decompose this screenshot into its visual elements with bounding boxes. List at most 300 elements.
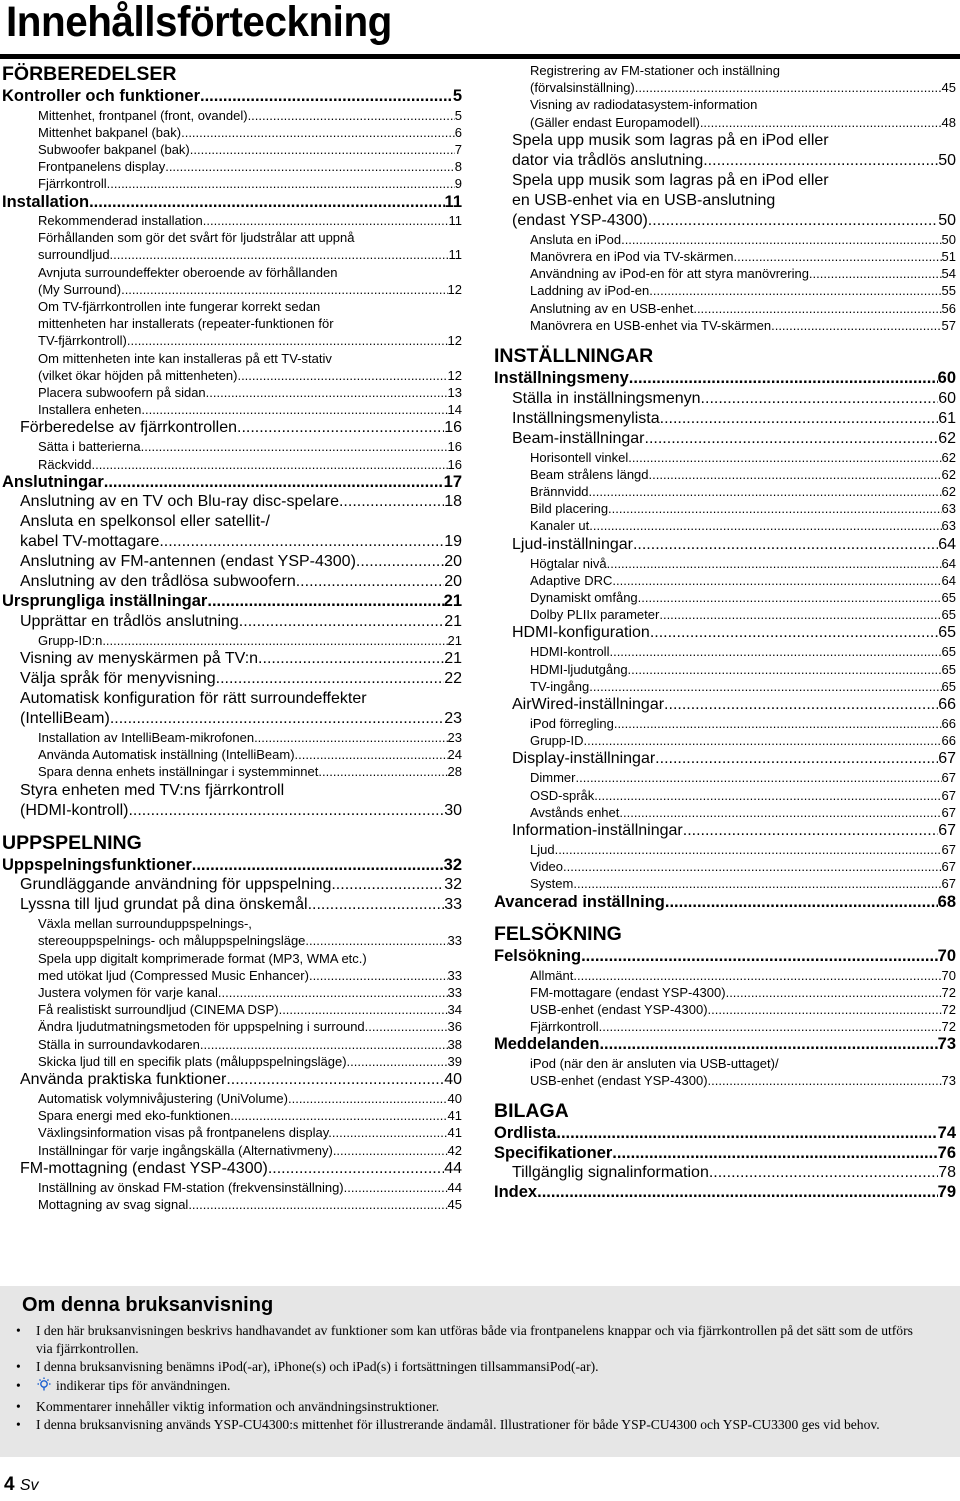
toc-entry[interactable]: [494, 1163, 956, 1183]
section-heading: BILAGA: [494, 1100, 569, 1123]
toc-page-number: 64: [941, 572, 956, 588]
toc-entry[interactable]: [494, 787, 956, 804]
toc-entry-title: surroundljud: [38, 247, 110, 263]
info-item: • I denna bruksanvisning används YSP-CU4300:s mittenhet för illustrerande ändamål. Illustrationer för både YSP-CU4300 och YSP-CU3300 ges vid behov.: [16, 1417, 880, 1433]
dot-leader: [331, 875, 444, 895]
toc-page-number: 73: [937, 1035, 956, 1054]
toc-page-number: 16: [447, 439, 462, 455]
toc-page-number: 67: [941, 770, 956, 786]
toc-entry-title: Inställningsmenylista: [512, 409, 660, 427]
dot-leader: [110, 246, 449, 263]
toc-entry-title: Grupp-ID: [530, 733, 584, 749]
toc-entry[interactable]: [2, 632, 462, 649]
dot-leader: [121, 281, 447, 298]
dot-leader: [226, 1070, 444, 1090]
dot-leader: [203, 212, 449, 229]
toc-page-number: 79: [937, 1183, 956, 1202]
toc-entry-text: iPod (när den är ansluten via USB-uttaget)/: [530, 1055, 779, 1071]
toc-entry[interactable]: [2, 669, 462, 689]
dot-leader: [660, 409, 939, 429]
toc-page-number: 7: [454, 141, 462, 157]
toc-entry[interactable]: [2, 895, 462, 915]
toc-entry-title: Kontroller och funktioner: [2, 87, 200, 105]
toc-page-number: 19: [444, 533, 462, 551]
dot-leader: [344, 1179, 448, 1196]
toc-entry-title: HDMI-ljudutgång: [530, 661, 628, 677]
toc-entry-title: Anslutning av den trådlösa subwoofern: [20, 573, 296, 591]
toc-page-number: 65: [941, 644, 956, 660]
dot-leader: [339, 492, 444, 512]
toc-entry[interactable]: [2, 350, 462, 384]
dot-leader: [200, 87, 453, 107]
toc-entry-title: Beam-inställningar: [512, 429, 645, 447]
toc-entry[interactable]: [2, 1107, 462, 1124]
toc-entry-title: Upprättar en trådlös anslutning: [20, 612, 239, 630]
toc-entry[interactable]: [494, 661, 956, 678]
toc-entry[interactable]: [494, 606, 956, 623]
toc-entry[interactable]: [494, 131, 956, 171]
toc-entry[interactable]: [2, 984, 462, 1001]
toc-page-number: 62: [938, 429, 956, 447]
dot-leader: [188, 1196, 447, 1213]
info-item: • I den här bruksanvisningen beskrivs handhavandet av funktioner som kan utföras både via frontpanelens knappar och via fjärrkontrollen på det sätt som de utförs via fjärrkontrollen.: [16, 1323, 913, 1357]
toc-entry-title: Laddning av iPod-en: [530, 283, 650, 299]
toc-page-number: 42: [447, 1142, 462, 1158]
toc-page-number: 22: [444, 670, 462, 688]
dot-leader: [141, 438, 448, 455]
toc-entry[interactable]: [494, 1124, 956, 1144]
toc-page-number: 16: [444, 419, 462, 437]
toc-entry-title: Visning av menyskärmen på TV:n: [20, 650, 259, 668]
dot-leader: [614, 715, 942, 732]
toc-entry[interactable]: [2, 875, 462, 895]
dot-leader: [127, 332, 448, 349]
toc-entry[interactable]: [2, 107, 462, 124]
dot-leader: [594, 787, 941, 804]
toc-entry[interactable]: [494, 317, 956, 334]
toc-entry[interactable]: [2, 592, 462, 612]
toc-entry[interactable]: [494, 248, 956, 265]
dot-leader: [645, 429, 939, 449]
toc-entry[interactable]: [494, 449, 956, 466]
toc-page-number: 48: [941, 114, 956, 130]
toc-entry-title: Uppspelningsfunktioner: [2, 855, 192, 874]
toc-entry-title: Sätta i batterierna: [38, 439, 141, 455]
toc-entry-title: (vilket ökar höjden på mittenheten): [38, 367, 238, 383]
toc-entry-title: Rekommenderad installation: [38, 213, 203, 229]
dot-leader: [207, 592, 443, 612]
dot-leader: [589, 483, 942, 500]
toc-entry-title: FM-mottagare (endast YSP-4300): [530, 984, 726, 1000]
toc-page-number: 50: [938, 211, 956, 229]
toc-entry[interactable]: [494, 96, 956, 130]
toc-entry[interactable]: [2, 512, 462, 552]
dot-leader: [91, 456, 447, 473]
toc-entry-title: (IntelliBeam): [20, 710, 110, 728]
dot-leader: [318, 763, 447, 780]
toc-entry-title: Subwoofer bakpanel (bak): [38, 141, 190, 157]
toc-page-number: 62: [941, 449, 956, 465]
toc-entry-title: Spara denna enhets inställningar i systemminnet: [38, 764, 319, 780]
toc-entry-title: Felsökning: [494, 947, 582, 966]
dot-leader: [102, 632, 447, 649]
toc-entry-title: Fjärrkontroll: [530, 1019, 599, 1035]
dot-leader: [248, 107, 455, 124]
toc-page-number: 57: [941, 317, 956, 333]
toc-page-number: 65: [941, 607, 956, 623]
toc-entry-title: Avstånds enhet: [530, 804, 620, 820]
dot-leader: [608, 500, 941, 517]
toc-entry-title: Ordlista: [494, 1124, 557, 1143]
toc-entry[interactable]: [494, 62, 956, 96]
toc-entry[interactable]: [2, 229, 462, 263]
toc-entry-title: Välja språk för menyvisning: [20, 670, 216, 688]
toc-entry-text: Spela upp musik som lagras på en iPod eller: [512, 131, 829, 149]
toc-entry[interactable]: [494, 389, 956, 409]
toc-page-number: 32: [443, 855, 462, 874]
dot-leader: [581, 947, 938, 967]
toc-entry[interactable]: [494, 984, 956, 1001]
toc-entry[interactable]: [2, 141, 462, 158]
dot-leader: [563, 858, 942, 875]
toc-entry[interactable]: [2, 158, 462, 175]
toc-page-number: 32: [444, 876, 462, 894]
toc-entry[interactable]: [2, 1090, 462, 1107]
toc-entry[interactable]: [494, 947, 956, 967]
toc-entry-title: stereouppspelnings- och måluppspelningsläge: [38, 933, 306, 949]
toc-entry-text: Styra enheten med TV:ns fjärrkontroll: [20, 781, 285, 799]
toc-entry[interactable]: [494, 429, 956, 449]
toc-entry[interactable]: [2, 384, 462, 401]
toc-entry[interactable]: [494, 1055, 956, 1089]
toc-entry-title: Horisontell vinkel: [530, 449, 629, 465]
toc-entry[interactable]: [2, 264, 462, 298]
toc-entry[interactable]: [494, 466, 956, 483]
toc-entry[interactable]: [494, 589, 956, 606]
toc-page-number: 70: [937, 947, 956, 966]
section-heading: FÖRBEREDELSER: [2, 63, 177, 85]
toc-entry-title: Anslutning av FM-antennen (endast YSP-4300): [20, 553, 356, 571]
toc-entry-text: en USB-enhet via en USB-anslutning: [512, 191, 776, 209]
toc-entry-title: Placera subwoofern på sidan: [38, 385, 206, 401]
toc-entry-title: Installera enheten: [38, 402, 142, 418]
toc-page-number: 50: [938, 151, 956, 169]
toc-entry[interactable]: [2, 193, 462, 213]
toc-page-number: 33: [447, 933, 462, 949]
toc-page-number: 62: [941, 466, 956, 482]
toc-entry-title: Förberedelse av fjärrkontrollen: [20, 419, 237, 437]
dot-leader: [141, 401, 447, 418]
toc-entry[interactable]: [2, 856, 462, 876]
toc-entry-title: Ställa in inställningsmenyn.: [512, 389, 705, 407]
toc-page-number: 60: [937, 369, 956, 388]
toc-entry[interactable]: [494, 500, 956, 517]
toc-entry-title: Mittenhet, frontpanel (front, ovandel): [38, 107, 248, 123]
toc-entry[interactable]: [2, 456, 462, 473]
toc-entry[interactable]: [494, 821, 956, 841]
dot-leader: [619, 804, 941, 821]
toc-entry-title: (Gäller endast Europamodell): [530, 114, 700, 130]
toc-entry-title: (endast YSP-4300): [512, 211, 648, 229]
dot-leader: [573, 967, 941, 984]
toc-entry[interactable]: [2, 1070, 462, 1090]
toc-entry-title: Bild placering: [530, 501, 609, 517]
dot-leader: [237, 367, 447, 384]
toc-entry-title: Ljud-inställningar: [512, 535, 633, 553]
dot-leader: [206, 384, 448, 401]
toc-entry[interactable]: [494, 171, 956, 231]
toc-page-number: 20: [444, 553, 462, 571]
toc-entry[interactable]: [2, 1001, 462, 1018]
toc-page-number: 45: [447, 1197, 462, 1213]
toc-entry-title: Anslutning av en TV och Blu-ray disc-spelare: [20, 493, 339, 511]
title-rule: [0, 54, 960, 59]
dot-leader: [279, 1001, 448, 1018]
toc-page-number: 13: [447, 385, 462, 401]
toc-page-number: 34: [447, 1002, 462, 1018]
info-item: • indikerar tips för användningen.: [14, 1377, 919, 1398]
toc-page-number: 12: [447, 367, 462, 383]
toc-entry-title: AirWired-inställningar: [512, 695, 665, 713]
toc-entry-text: Växla mellan surrounduppspelnings-,: [38, 916, 252, 932]
toc-entry[interactable]: [2, 781, 462, 821]
toc-entry-text: mittenheten har installerats (repeater-funktionen för: [38, 316, 334, 332]
toc-page-number: 45: [941, 80, 956, 96]
dot-leader: [709, 1163, 938, 1183]
dot-leader: [726, 984, 942, 1001]
toc-entry-title: Ljud: [530, 841, 555, 857]
page-title: Innehållsförteckning: [6, 0, 392, 46]
toc-entry-title: System: [530, 876, 574, 892]
toc-entry[interactable]: [494, 282, 956, 299]
toc-entry[interactable]: [2, 401, 462, 418]
dot-leader: [159, 532, 444, 552]
toc-entry[interactable]: [494, 749, 956, 769]
toc-entry[interactable]: [2, 689, 462, 729]
toc-entry-title: Dynamiskt omfång: [530, 589, 638, 605]
toc-entry[interactable]: [494, 715, 956, 732]
toc-entry[interactable]: [2, 552, 462, 572]
toc-entry-text: Om TV-fjärrkontrollen inte fungerar korrekt sedan: [38, 299, 321, 315]
toc-page-number: 56: [941, 300, 956, 316]
toc-entry[interactable]: [2, 492, 462, 512]
toc-page-number: 66: [941, 733, 956, 749]
toc-entry[interactable]: [494, 804, 956, 821]
toc-entry[interactable]: [494, 623, 956, 643]
dot-leader: [583, 732, 941, 749]
toc-entry[interactable]: [2, 1196, 462, 1213]
toc-entry[interactable]: [494, 678, 956, 695]
toc-entry-title: Adaptive DRC: [530, 572, 613, 588]
toc-entry-title: Avancerad inställning: [494, 892, 665, 911]
toc-page-number: 21: [444, 650, 462, 668]
toc-entry-title: Installation: [2, 192, 90, 211]
dot-leader: [190, 141, 455, 158]
dot-leader: [576, 769, 942, 786]
toc-entry[interactable]: [2, 1124, 462, 1141]
toc-entry[interactable]: [494, 300, 956, 317]
toc-entry[interactable]: [2, 729, 462, 746]
dot-leader: [181, 124, 455, 141]
dot-leader: [683, 821, 938, 841]
toc-entry[interactable]: [2, 175, 462, 192]
toc-page-number: 67: [938, 821, 956, 839]
toc-entry-title: Lyssna till ljud grundat på dina önskemål: [20, 896, 308, 914]
toc-page-number: 66: [938, 695, 956, 713]
toc-entry-title: Ursprungliga inställningar: [2, 592, 208, 611]
dot-leader: [648, 211, 938, 231]
toc-entry-title: USB-enhet (endast YSP-4300): [530, 1073, 708, 1089]
toc-entry[interactable]: [2, 1053, 462, 1070]
toc-entry[interactable]: [2, 438, 462, 455]
toc-entry[interactable]: [494, 369, 956, 389]
toc-entry[interactable]: [494, 1144, 956, 1164]
toc-page-number: 72: [941, 984, 956, 1000]
toc-entry-title: dator via trådlös anslutning: [512, 151, 704, 169]
toc-entry[interactable]: [2, 1179, 462, 1196]
toc-entry[interactable]: [494, 535, 956, 555]
toc-entry[interactable]: [2, 298, 462, 350]
toc-entry-text: Förhållanden som gör det svårt för ljudstrålar att uppnå: [38, 230, 355, 246]
dot-leader: [650, 623, 938, 643]
dot-leader: [633, 535, 938, 555]
toc-entry[interactable]: [494, 572, 956, 589]
toc-entry[interactable]: [2, 612, 462, 632]
toc-page-number: 39: [447, 1053, 462, 1069]
toc-column-right: [494, 62, 956, 1203]
toc-entry[interactable]: [494, 1001, 956, 1018]
toc-entry-title: Brännvidd: [530, 483, 589, 499]
toc-page-number: 11: [448, 247, 462, 263]
toc-entry[interactable]: [494, 265, 956, 282]
toc-page-number: 51: [941, 249, 956, 265]
toc-entry[interactable]: [494, 643, 956, 660]
toc-entry[interactable]: [2, 212, 462, 229]
toc-page-number: 38: [447, 1036, 462, 1052]
toc-entry-title: iPod förregling: [530, 715, 614, 731]
dot-leader: [693, 300, 941, 317]
toc-entry-title: Video: [530, 859, 564, 875]
toc-page-number: 33: [447, 984, 462, 1000]
toc-entry[interactable]: [494, 1018, 956, 1035]
section-heading: FELSÖKNING: [494, 923, 622, 946]
toc-entry[interactable]: [2, 950, 462, 984]
toc-entry[interactable]: [2, 1036, 462, 1053]
toc-entry[interactable]: [2, 763, 462, 780]
toc-page-number: 65: [941, 678, 956, 694]
toc-entry[interactable]: [2, 649, 462, 669]
toc-entry[interactable]: [2, 124, 462, 141]
toc-entry[interactable]: [2, 418, 462, 438]
toc-entry[interactable]: [2, 915, 462, 949]
toc-entry-title: Skicka ljud till en specifik plats (måluppspelningsläge): [38, 1053, 347, 1069]
dot-leader: [305, 932, 447, 949]
toc-entry-title: Mottagning av svag signal: [38, 1197, 189, 1213]
dot-leader: [703, 151, 938, 171]
toc-page-number: 67: [941, 787, 956, 803]
toc-column-left: [2, 62, 462, 1213]
dot-leader: [700, 114, 942, 131]
tip-icon: [36, 1377, 52, 1398]
dot-leader: [555, 841, 942, 858]
toc-entry[interactable]: [2, 1159, 462, 1179]
toc-entry[interactable]: [494, 893, 956, 913]
toc-page-number: 9: [454, 176, 462, 192]
toc-entry[interactable]: [494, 967, 956, 984]
toc-entry-text: Spela upp musik som lagras på en iPod eller: [512, 171, 829, 189]
toc-entry[interactable]: [494, 695, 956, 715]
toc-entry-title: Högtalar nivå: [530, 555, 607, 571]
toc-entry[interactable]: [494, 769, 956, 786]
toc-entry[interactable]: [494, 858, 956, 875]
toc-entry[interactable]: [494, 875, 956, 892]
toc-entry[interactable]: [494, 231, 956, 248]
toc-entry[interactable]: [494, 1035, 956, 1055]
toc-entry[interactable]: [2, 1018, 462, 1035]
toc-entry[interactable]: [2, 87, 462, 107]
toc-page-number: 54: [941, 266, 956, 282]
toc-page-number: 73: [941, 1073, 956, 1089]
toc-page-number: 67: [941, 804, 956, 820]
toc-entry[interactable]: [494, 409, 956, 429]
toc-entry[interactable]: [494, 1183, 956, 1203]
toc-entry-title: Installation av IntelliBeam-mikrofonen: [38, 730, 255, 746]
toc-entry-title: Anslutningar: [2, 472, 104, 491]
toc-page-number: 68: [937, 892, 956, 911]
toc-entry-title: med utökat ljud (Compressed Music Enhancer): [38, 967, 309, 983]
toc-entry-title: Anslutning av en USB-enhet: [530, 300, 694, 316]
toc-entry[interactable]: [494, 732, 956, 749]
toc-entry-title: TV-fjärrkontroll): [38, 333, 127, 349]
toc-page-number: 66: [941, 715, 956, 731]
toc-entry[interactable]: [494, 517, 956, 534]
toc-entry[interactable]: [2, 473, 462, 493]
toc-entry[interactable]: [2, 572, 462, 592]
toc-entry-title: HDMI-konfiguration: [512, 624, 650, 642]
toc-page-number: 67: [938, 750, 956, 768]
toc-page-number: 65: [938, 624, 956, 642]
toc-page-number: 5: [454, 107, 462, 123]
toc-entry-title: HDMI-kontroll: [530, 644, 610, 660]
toc-page-number: 6: [454, 124, 462, 140]
toc-entry-text: Registrering av FM-stationer och inställning: [530, 63, 780, 78]
toc-page-number: 55: [941, 283, 956, 299]
toc-entry[interactable]: [2, 1142, 462, 1159]
toc-page-number: 41: [447, 1125, 462, 1141]
toc-page-number: 72: [941, 1002, 956, 1017]
toc-entry-title: Justera volymen för varje kanal: [38, 984, 218, 1000]
dot-leader: [599, 1018, 942, 1035]
toc-page-number: 28: [447, 764, 462, 780]
toc-entry-title: Få realistiskt surroundljud (CINEMA DSP): [38, 1002, 279, 1018]
toc-entry[interactable]: [494, 841, 956, 858]
toc-entry-title: Ställa in surroundavkodaren: [38, 1036, 200, 1052]
toc-page-number: 67: [941, 841, 956, 857]
toc-page-number: 8: [454, 159, 462, 175]
toc-page-number: 23: [447, 730, 462, 746]
dot-leader: [629, 369, 938, 389]
toc-entry[interactable]: [2, 746, 462, 763]
toc-page-number: 11: [444, 192, 462, 211]
toc-entry[interactable]: [494, 483, 956, 500]
dot-leader: [628, 661, 942, 678]
toc-entry-title: Inställningar för varje ingångskälla (Alternativmeny): [38, 1142, 333, 1158]
dot-leader: [649, 282, 941, 299]
toc-page-number: 63: [941, 501, 956, 517]
dot-leader: [609, 643, 941, 660]
toc-entry-text: Om mittenheten inte kan installeras på ett TV-stativ: [38, 350, 332, 366]
toc-entry[interactable]: [494, 555, 956, 572]
